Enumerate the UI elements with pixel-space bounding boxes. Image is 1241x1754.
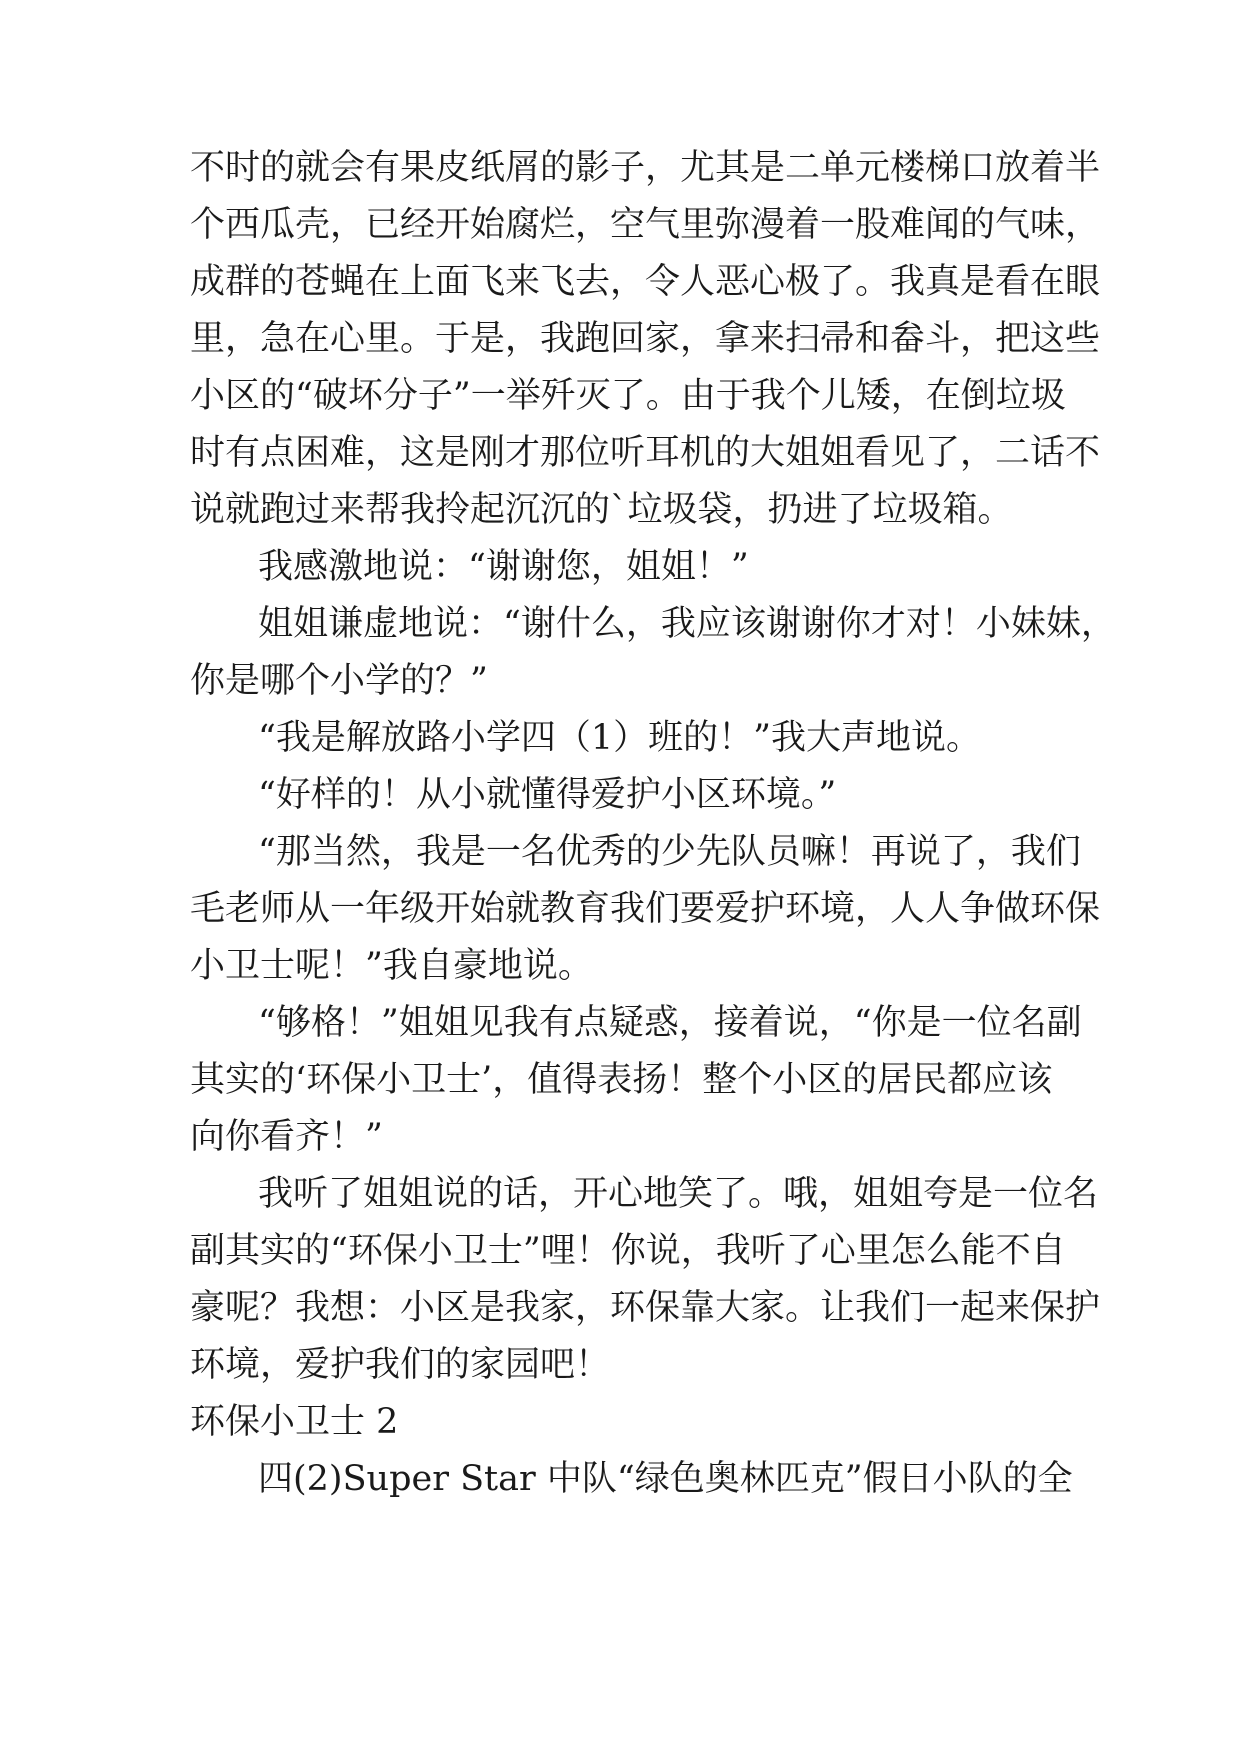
text-line: “好样的！从小就懂得爱护小区环境。” (258, 775, 837, 815)
text-line: 不时的就会有果皮纸屑的影子，尤其是二单元楼梯口放着半 (190, 148, 1101, 188)
section-heading: 环保小卫士 2 (190, 1402, 399, 1442)
text-line: 其实的‘环保小卫士’，值得表扬！整个小区的居民都应该 (190, 1060, 1053, 1100)
text-line: 说就跑过来帮我拎起沉沉的`垃圾袋，扔进了垃圾箱。 (190, 490, 1013, 530)
text-line: 豪呢？我想：小区是我家，环保靠大家。让我们一起来保护 (190, 1288, 1101, 1328)
text-line: “我是解放路小学四（1）班的！”我大声地说。 (258, 718, 982, 758)
text-line: 你是哪个小学的？” (190, 661, 488, 701)
text-line: 个西瓜壳，已经开始腐烂，空气里弥漫着一股难闻的气味， (190, 205, 1101, 245)
text-line: 副其实的“环保小卫士”哩！你说，我听了心里怎么能不自 (190, 1231, 1066, 1271)
text-line: 四(2)Super Star 中队“绿色奥林匹克”假日小队的全 (258, 1459, 1073, 1499)
text-line: 里，急在心里。于是，我跑回家，拿来扫帚和畚斗，把这些 (190, 319, 1101, 359)
text-line: “那当然，我是一名优秀的少先队员嘛！再说了，我们 (258, 832, 1081, 872)
text-line: 小卫士呢！”我自豪地说。 (190, 946, 593, 986)
text-line: 毛老师从一年级开始就教育我们要爱护环境，人人争做环保 (190, 889, 1101, 929)
text-line: 我感激地说：“谢谢您，姐姐！” (258, 547, 749, 587)
text-line: 时有点困难，这是刚才那位听耳机的大姐姐看见了，二话不 (190, 433, 1101, 473)
text-line: 向你看齐！” (190, 1117, 383, 1157)
text-line: 小区的“破坏分子”一举歼灭了。由于我个儿矮，在倒垃圾 (190, 376, 1066, 416)
text-line: 成群的苍蝇在上面飞来飞去，令人恶心极了。我真是看在眼 (190, 262, 1101, 302)
text-line: 我听了姐姐说的话，开心地笑了。哦，姐姐夸是一位名 (258, 1174, 1099, 1214)
text-line: 姐姐谦虚地说：“谢什么，我应该谢谢你才对！小妹妹， (258, 604, 1116, 644)
text-line: “够格！”姐姐见我有点疑惑，接着说，“你是一位名副 (258, 1003, 1082, 1043)
text-line: 环境，爱护我们的家园吧！ (190, 1345, 611, 1385)
